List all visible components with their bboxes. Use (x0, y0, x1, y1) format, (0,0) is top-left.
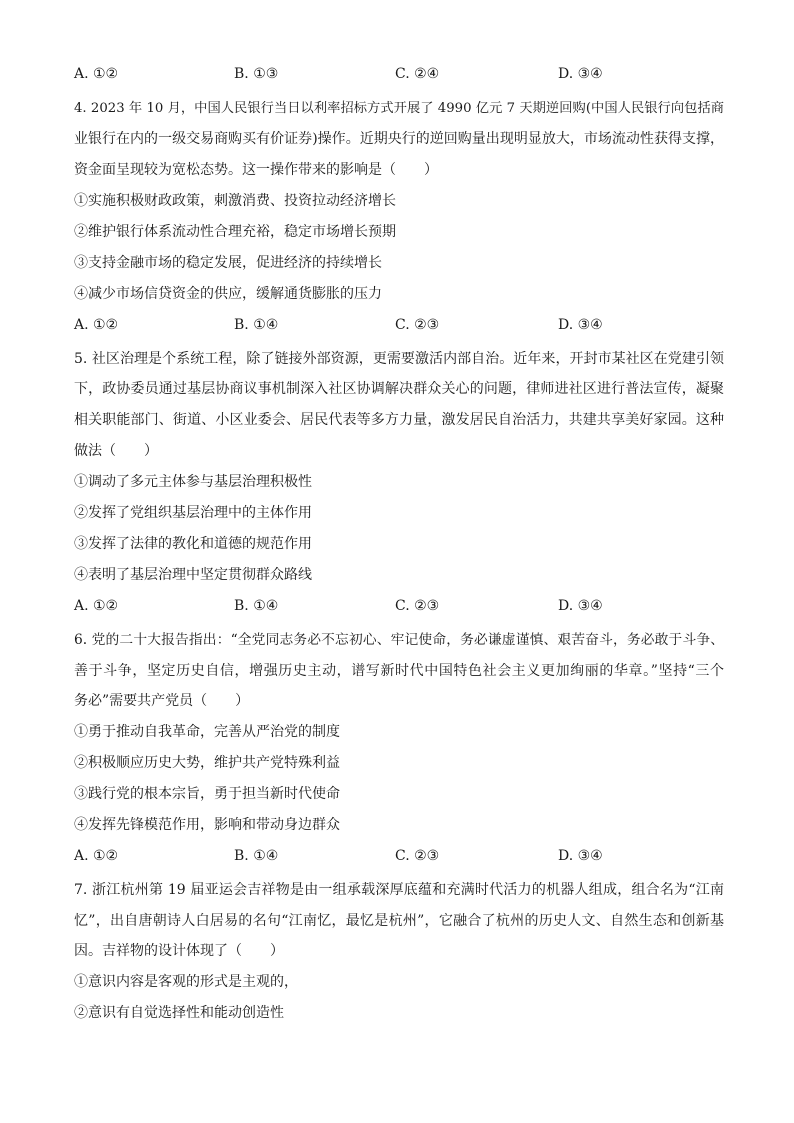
q7-stem-line: 忆”，出自唐朝诗人白居易的名句“江南忆，最忆是杭州”，它融合了杭州的历史人文、自然生态和创新基 (74, 913, 724, 929)
q5-statement-3: ③发挥了法律的教化和道德的规范作用 (74, 536, 312, 552)
q4-option-b: B. ①④ (234, 317, 279, 333)
q7-statement-2: ②意识有自觉选择性和能动创造性 (74, 1005, 284, 1021)
q6-statement-3: ③践行党的根本宗旨，勇于担当新时代使命 (74, 786, 340, 802)
q6-option-d: D. ③④ (558, 848, 603, 864)
q5-statement-1: ①调动了多元主体参与基层治理积极性 (74, 474, 312, 490)
q6-statement-2: ②积极顺应历史大势，维护共产党特殊利益 (74, 755, 340, 771)
q4-statement-4: ④减少市场信贷资金的供应，缓解通货膨胀的压力 (74, 286, 382, 302)
q3-option-d: D. ③④ (558, 66, 603, 82)
q6-stem-line: 善于斗争，坚定历史自信，增强历史主动，谱写新时代中国特色社会主义更加绚丽的华章。”坚持“三个 (74, 663, 724, 679)
q5-stem-line: 5. 社区治理是个系统工程，除了链接外部资源，更需要激活内部自治。近年来，开封市某社区在党建引领 (74, 351, 724, 367)
q5-stem-line: 做法（ ） (74, 443, 158, 459)
q4-options (74, 315, 724, 335)
q6-option-c: C. ②③ (395, 848, 440, 864)
q5-statement-2: ②发挥了党组织基层治理中的主体作用 (74, 505, 312, 521)
q5-stem-line: 下，政协委员通过基层协商议事机制深入社区协调解决群众关心的问题，律师进社区进行普法宣传，凝聚 (74, 381, 724, 397)
q7-stem-line: 因。吉祥物的设计体现了（ ） (74, 943, 284, 959)
q5-options (74, 596, 724, 616)
q6-option-b: B. ①④ (234, 848, 279, 864)
q5-option-d: D. ③④ (558, 598, 603, 614)
q5-statement-4: ④表明了基层治理中坚定贯彻群众路线 (74, 567, 312, 583)
q4-statement-2: ②维护银行体系流动性合理充裕，稳定市场增长预期 (74, 224, 396, 240)
q6-stem-line: 6. 党的二十大报告指出：“全党同志务必不忘初心、牢记使命，务必谦虚谨慎、艰苦奋斗，务必敢于斗争、 (74, 632, 724, 648)
q7-statement-1: ①意识内容是客观的形式是主观的， (74, 974, 298, 990)
q3-option-a: A. ①② (74, 66, 119, 82)
q4-stem-line: 业银行在内的一级交易商购买有价证券)操作。近期央行的逆回购量出现明显放大，市场流动性获得支撑， (74, 131, 724, 147)
q3-options (74, 64, 724, 84)
q5-option-a: A. ①② (74, 598, 119, 614)
q6-statement-1: ①勇于推动自我革命，完善从严治党的制度 (74, 724, 340, 740)
q4-option-a: A. ①② (74, 317, 119, 333)
q4-stem-line: 资金面呈现较为宽松态势。这一操作带来的影响是（ ） (74, 162, 438, 178)
q4-statement-1: ①实施积极财政政策，刺激消费、投资拉动经济增长 (74, 193, 396, 209)
q4-option-c: C. ②③ (395, 317, 440, 333)
q7-stem-line: 7. 浙江杭州第 19 届亚运会吉祥物是由一组承载深厚底蕴和充满时代活力的机器人组成，组合名为“江南 (74, 882, 724, 898)
q3-option-b: B. ①③ (234, 66, 279, 82)
q5-option-c: C. ②③ (395, 598, 440, 614)
q6-options (74, 846, 724, 866)
q5-stem-line: 相关职能部门、街道、小区业委会、居民代表等多方力量，激发居民自治活力，共建共享美好家园。这种 (74, 412, 724, 428)
q4-statement-3: ③支持金融市场的稳定发展，促进经济的持续增长 (74, 255, 382, 271)
q6-stem-line: 务必”需要共产党员（ ） (74, 693, 250, 709)
q6-option-a: A. ①② (74, 848, 119, 864)
q6-statement-4: ④发挥先锋模范作用，影响和带动身边群众 (74, 817, 340, 833)
q3-option-c: C. ②④ (395, 66, 440, 82)
q5-option-b: B. ①④ (234, 598, 279, 614)
q4-stem-line: 4. 2023 年 10 月，中国人民银行当日以利率招标方式开展了 4990 亿元 7 天期逆回购(中国人民银行向包括商 (74, 101, 724, 116)
q4-option-d: D. ③④ (558, 317, 603, 333)
